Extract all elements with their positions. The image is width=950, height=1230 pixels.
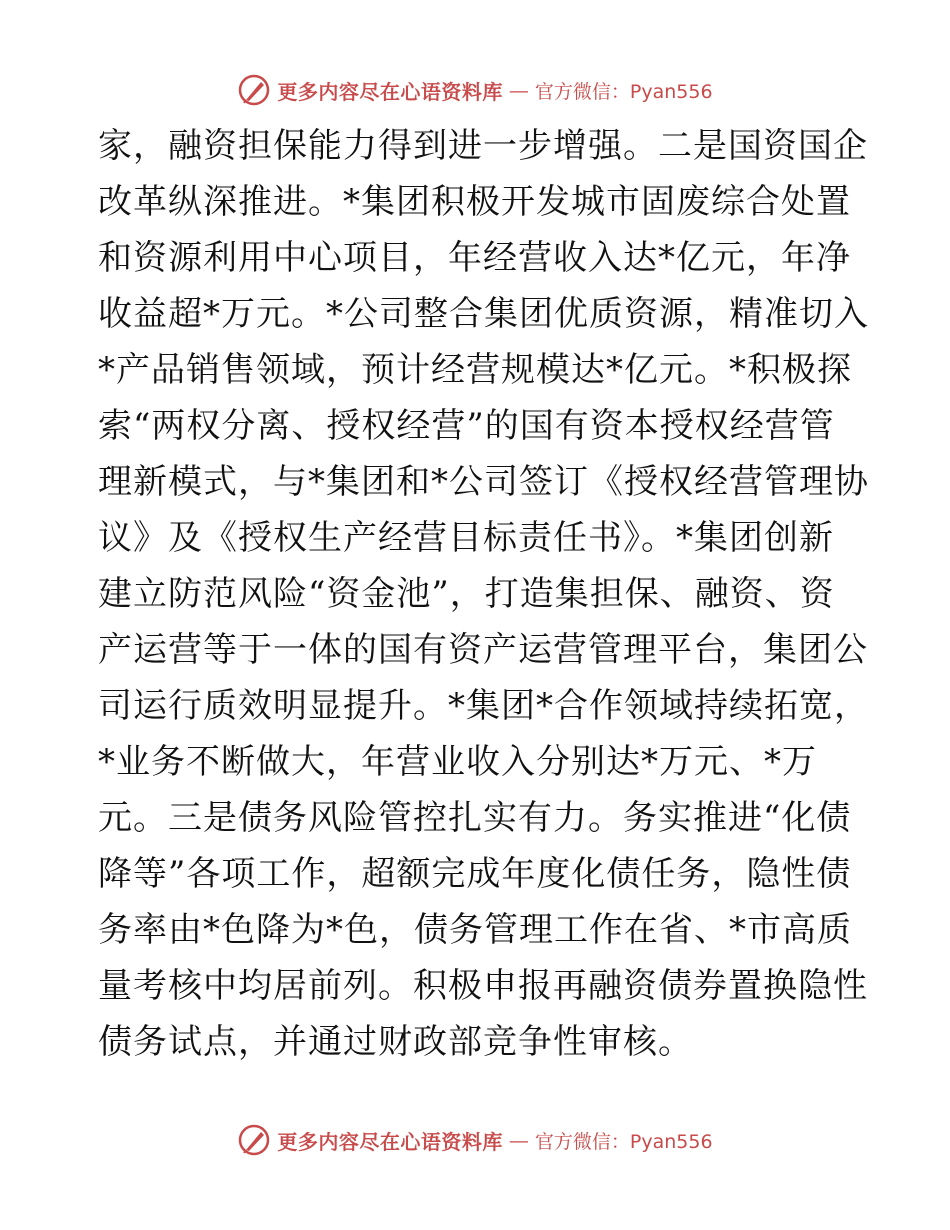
text-line: 收益超*万元。*公司整合集团优质资源，精准切入 <box>98 294 869 334</box>
text-line: 理新模式，与*集团和*公司签订《授权经营管理协 <box>98 462 869 502</box>
footer-watermark <box>0 1120 950 1160</box>
quill-pen-logo-icon <box>237 73 271 107</box>
text-line: 改革纵深推进。*集团积极开发城市固废综合处置 <box>98 182 851 222</box>
text-line: 索“两权分离、授权经营”的国有资本授权经营管 <box>98 406 835 446</box>
watermark-text: 更多内容尽在心语资料库 <box>277 1129 503 1154</box>
text-line: 和资源利用中心项目，年经营收入达*亿元，年净 <box>98 238 851 278</box>
quill-pen-logo-icon <box>237 1123 271 1157</box>
text-line: 债务试点，并通过财政部竞争性审核。 <box>98 1022 693 1062</box>
watermark-contact: 官方微信：Pyan556 <box>534 80 713 103</box>
text-line: *业务不断做大，年营业收入分别达*万元、*万 <box>98 742 817 782</box>
text-line: 家，融资担保能力得到进一步增强。二是国资国企 <box>98 126 868 166</box>
watermark-contact: 官方微信：Pyan556 <box>534 1130 713 1153</box>
text-line: 务率由*色降为*色，债务管理工作在省、*市高质 <box>98 910 852 950</box>
watermark-dash: — <box>508 78 529 102</box>
text-line: 降等”各项工作，超额完成年度化债任务，隐性债 <box>98 854 852 894</box>
text-line: 司运行质效明显提升。*集团*合作领域持续拓宽， <box>98 686 869 726</box>
text-line: 建立防范风险“资金池”，打造集担保、融资、资 <box>98 574 835 614</box>
text-line: 量考核中均居前列。积极申报再融资债券置换隐性 <box>98 966 868 1006</box>
watermark-dash: — <box>508 1128 529 1152</box>
watermark-text: 更多内容尽在心语资料库 <box>277 79 503 104</box>
text-line: *产品销售领域，预计经营规模达*亿元。*积极探 <box>98 350 852 390</box>
text-line: 议》及《授权生产经营目标责任书》。*集团创新 <box>98 518 834 558</box>
text-line: 元。三是债务风险管控扎实有力。务实推进“化债 <box>98 798 852 838</box>
text-line: 产运营等于一体的国有资产运营管理平台，集团公 <box>98 630 868 670</box>
header-watermark <box>0 70 950 110</box>
document-body <box>98 118 869 1070</box>
